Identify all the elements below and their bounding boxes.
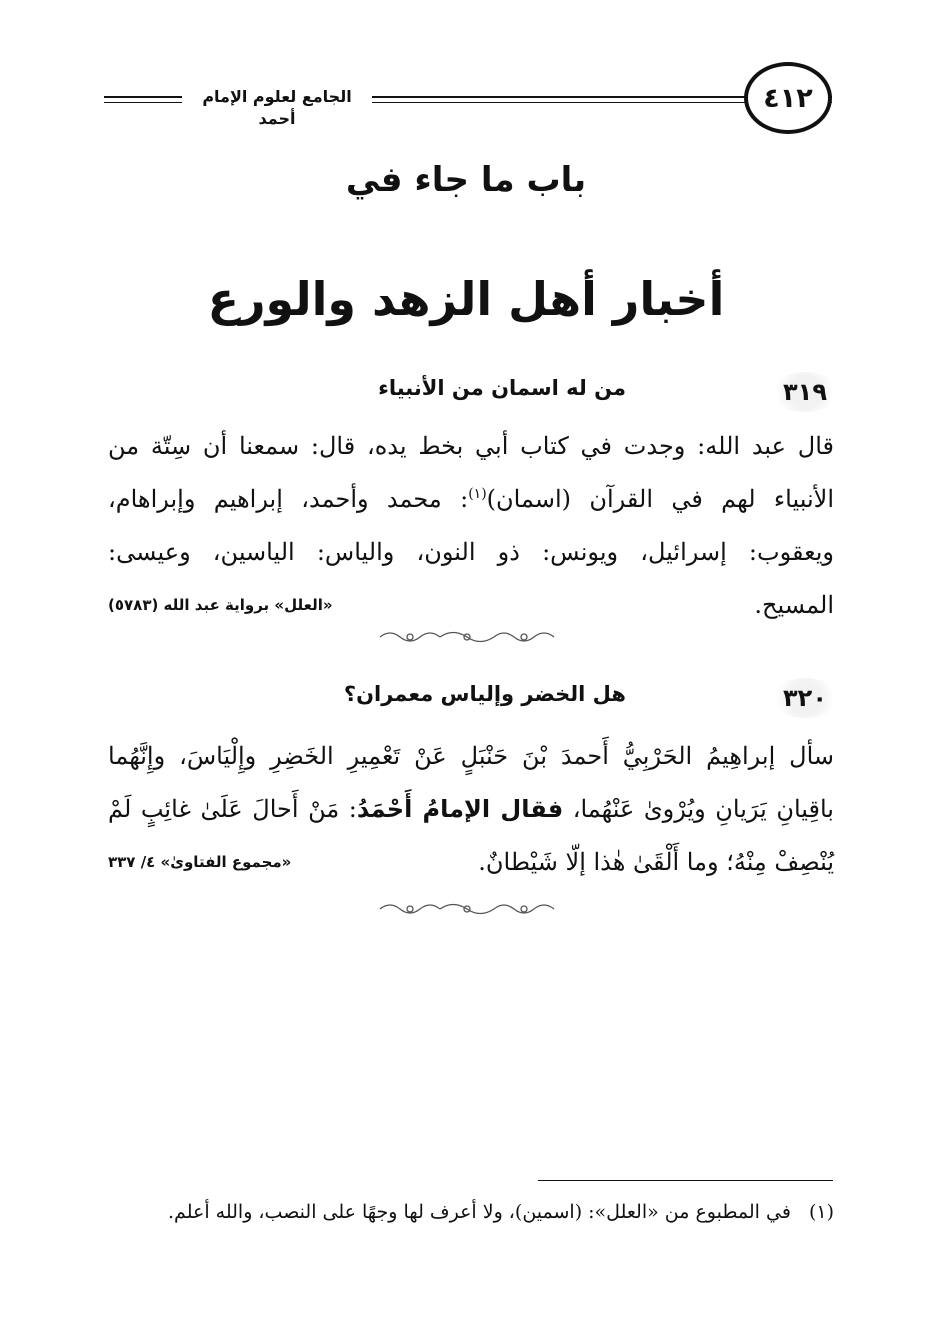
body-line-text: : مَنْ أَحالَ عَلَىٰ غائِبٍ لَمْ (108, 795, 357, 823)
body-line-bold: فقال الإمامُ أَحْمَدُ (356, 795, 564, 823)
footnote-number: (١) (808, 1201, 834, 1223)
source-reference: «العلل» برواية عبد الله (٥٧٨٣) (108, 596, 333, 614)
entry-title: هل الخضر وإلياس معمران؟ (343, 682, 626, 706)
entry-title: من له اسمان من الأنبياء (378, 376, 626, 400)
body-line: ويعقوب: إسرائيل، ويونس: ذو النون، والياس: الياسين، وعيسى: (108, 538, 834, 566)
entry-number: ٣٢٠ (770, 678, 840, 718)
entry-body (108, 420, 834, 632)
footnote-text: في المطبوع من «العلل»: (اسمين)، ولا أعرف لها وجهًا على النصب، والله أعلم. (168, 1201, 791, 1223)
running-title: الجامع لعلوم الإمام أحمد (182, 86, 372, 130)
entry-heading (100, 678, 840, 718)
body-line: قال عبد الله: وجدت في كتاب أبي بخط يده، قال: سمعنا أن سِتّة من (108, 432, 834, 460)
body-line (108, 836, 834, 889)
body-line (108, 473, 834, 526)
body-line (108, 783, 834, 836)
body-line: سأل إبراهِيمُ الحَرْبِيُّ أَحمدَ بْنَ حَنْبَلٍ عَنْ تَعْمِيرِ الخَضِرِ وإِلْيَاسَ، وإِنَّهُما (108, 742, 834, 770)
entry-heading (100, 372, 840, 412)
ornament-divider (376, 900, 558, 918)
body-line-text: يُنْصِفْ مِنْهُ؛ وما أَلْقَىٰ هٰذا إلّا شَيْطانٌ. (478, 848, 834, 876)
body-line-text: المسيح. (754, 591, 834, 619)
page-number: ٤١٢ (744, 62, 832, 134)
footnote-rule (538, 1180, 833, 1181)
body-line-text: باقِيانِ يَرَيانِ ويُرْوىٰ عَنْهُما، (563, 795, 834, 823)
body-line-text: : محمد وأحمد، إبراهيم وإبراهام، (108, 485, 469, 513)
entry-body (108, 730, 834, 889)
chapter-pre-title: باب ما جاء في (345, 160, 587, 200)
ornament-divider (376, 628, 558, 646)
running-header (104, 62, 832, 138)
footnote (104, 1198, 834, 1226)
body-line (108, 579, 834, 632)
body-line-text: الأنبياء لهم في القرآن (اسمان) (486, 485, 834, 513)
source-reference: «مجموع الفتاوىٰ» ٤/ ٣٣٧ (108, 853, 292, 871)
footnote-marker: (١) (468, 486, 487, 502)
chapter-title: أخبار أهل الزهد والورع (207, 272, 725, 326)
entry-number: ٣١٩ (770, 372, 840, 412)
